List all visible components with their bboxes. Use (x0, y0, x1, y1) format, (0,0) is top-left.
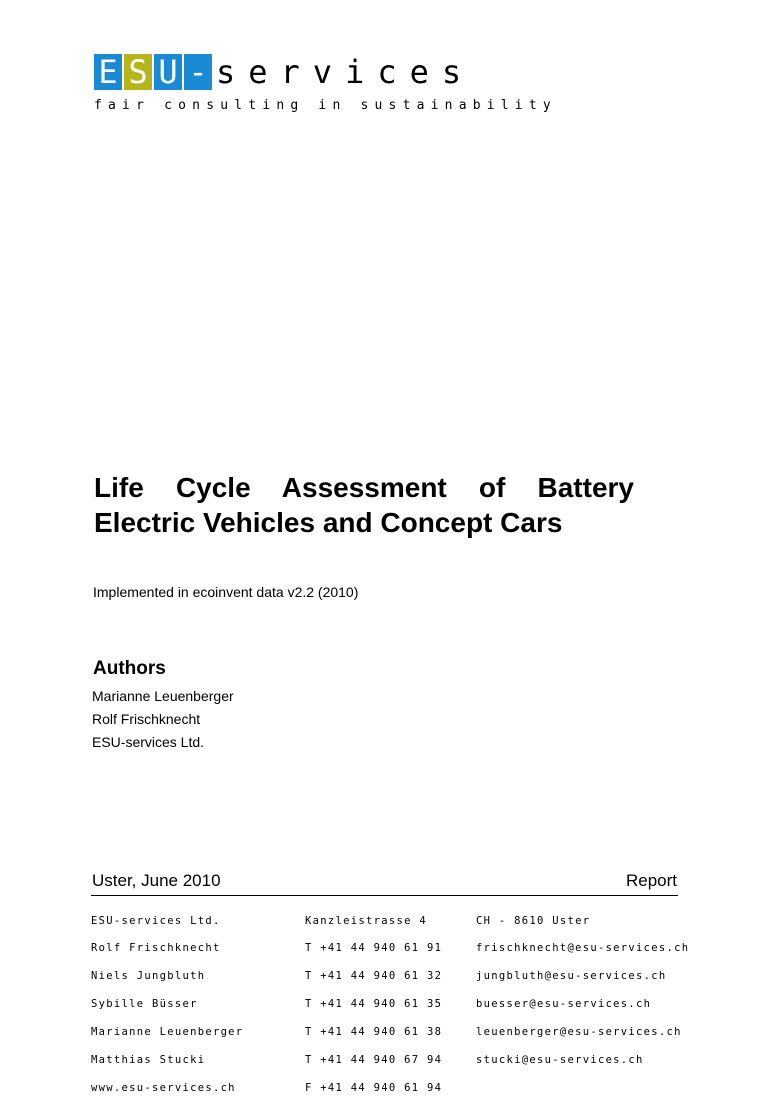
contact-line: Rolf Frischknecht (91, 942, 221, 955)
company-tagline: fair consulting in sustainability (94, 98, 557, 113)
esu-services-logo (94, 54, 474, 90)
phone-line: T +41 44 940 61 91 (305, 942, 443, 955)
logo-box-e: E (94, 54, 122, 90)
contact-phones-column (305, 898, 442, 1103)
contact-names-column (91, 898, 243, 1103)
email-link[interactable]: stucki@esu-services.ch (476, 1054, 644, 1067)
phone-line: T +41 44 940 61 35 (305, 998, 443, 1011)
contact-line: ESU-services Ltd. (91, 914, 221, 927)
contact-emails-column (476, 898, 689, 1075)
email-link[interactable]: frischknecht@esu-services.ch (476, 942, 690, 955)
report-title-line-2: Electric Vehicles and Concept Cars (94, 507, 563, 538)
logo-box-dash: - (184, 54, 212, 90)
phone-line: T +41 44 940 61 32 (305, 970, 443, 983)
contact-line: Matthias Stucki (91, 1054, 206, 1067)
address-line: Kanzleistrasse 4 (305, 914, 427, 927)
phone-line: T +41 44 940 61 38 (305, 1026, 443, 1039)
author-name: Rolf Frischknecht (92, 711, 201, 727)
email-link[interactable]: buesser@esu-services.ch (476, 998, 652, 1011)
authors-list (92, 685, 234, 754)
contact-line: Marianne Leuenberger (91, 1026, 244, 1039)
report-title-line-1: Life Cycle Assessment of Battery (94, 472, 634, 503)
logo-box-u: U (154, 54, 182, 90)
email-link[interactable]: jungbluth@esu-services.ch (476, 970, 667, 983)
report-subtitle: Implemented in ecoinvent data v2.2 (2010) (93, 584, 359, 600)
document-type: Report (625, 871, 677, 890)
logo-box-s: S (124, 54, 152, 90)
fax-line: F +41 44 940 61 94 (305, 1081, 443, 1094)
author-organization: ESU-services Ltd. (92, 734, 205, 750)
contact-line: Niels Jungbluth (91, 970, 206, 983)
footer-divider (91, 895, 678, 896)
phone-line: T +41 44 940 67 94 (305, 1054, 443, 1067)
authors-heading: Authors (93, 658, 166, 679)
place-and-date: Uster, June 2010 (92, 871, 221, 890)
contact-line: Sybille Büsser (91, 998, 198, 1011)
email-link[interactable]: leuenberger@esu-services.ch (476, 1026, 682, 1039)
city-line: CH - 8610 Uster (476, 914, 591, 927)
logo-text-services: services (216, 53, 475, 91)
author-name: Marianne Leuenberger (92, 688, 234, 704)
website-link[interactable]: www.esu-services.ch (91, 1081, 236, 1094)
report-title (94, 470, 634, 540)
